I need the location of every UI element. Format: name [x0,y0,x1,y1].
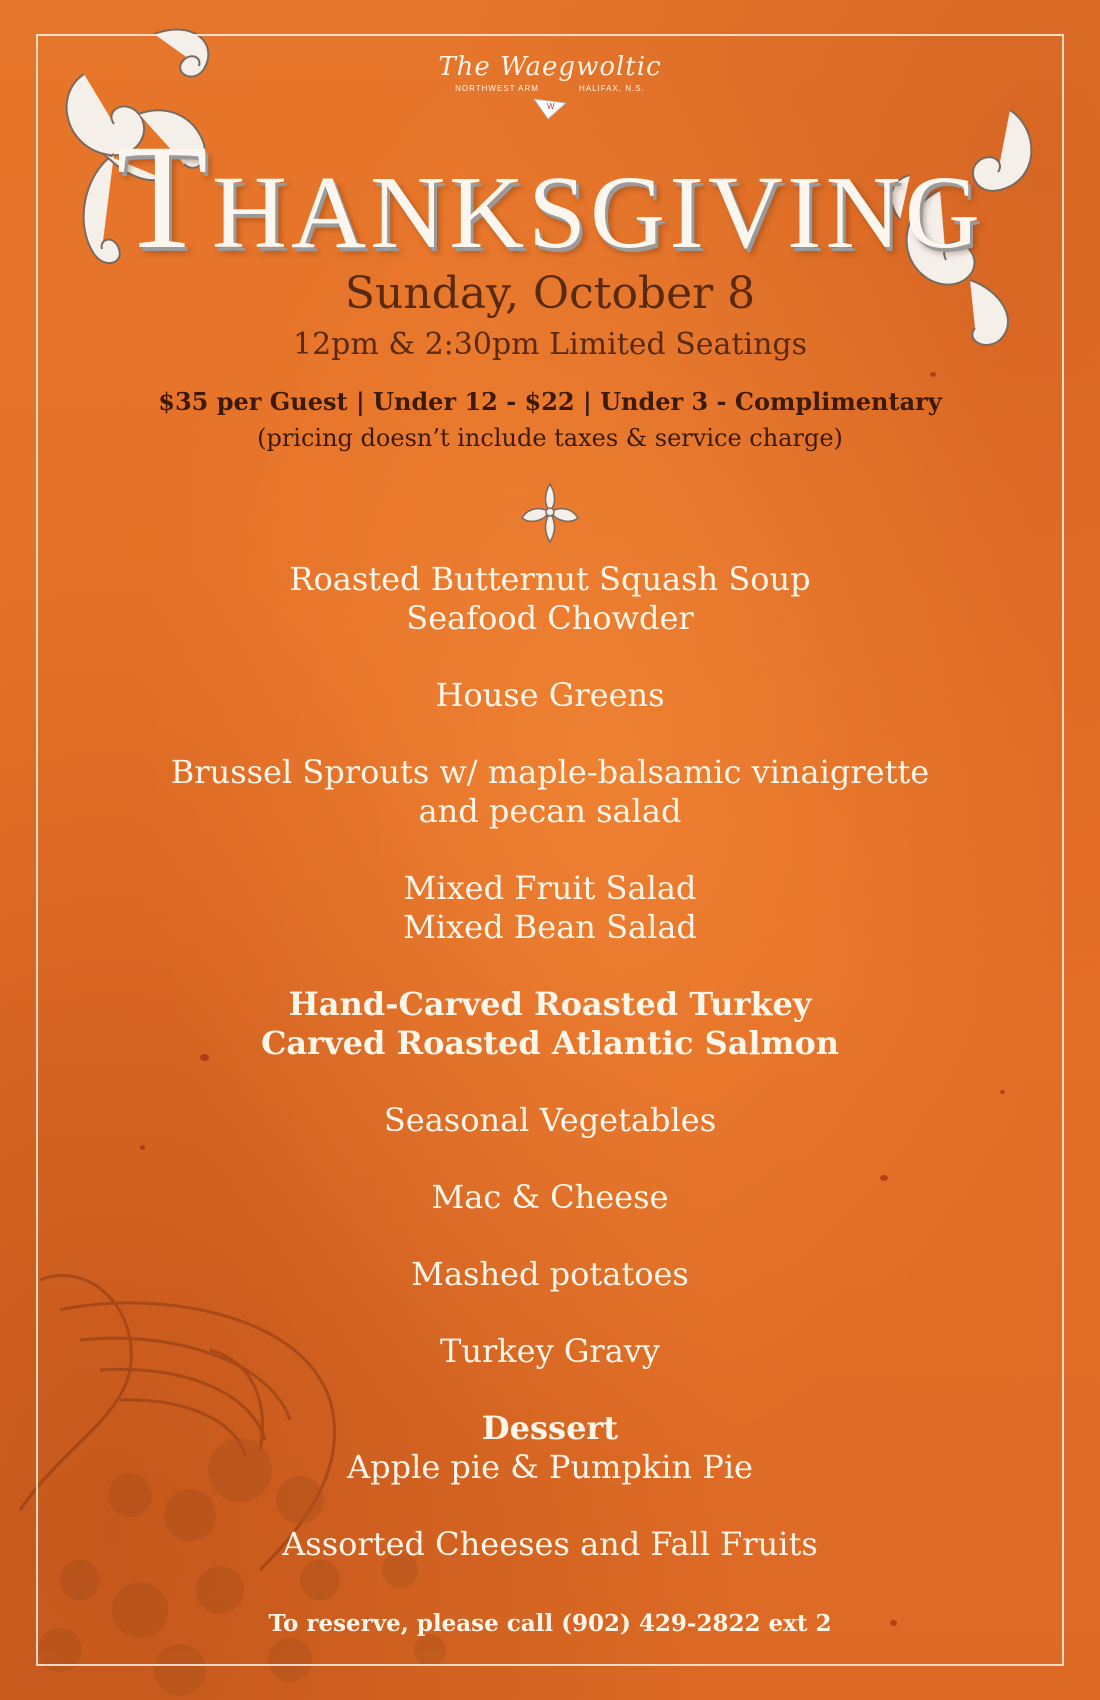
menu-section-heading: Dessert [481,1409,619,1447]
menu-group [0,560,1100,638]
logo-name: The Waegwoltic [438,52,662,82]
menu-item: Assorted Cheeses and Fall Fruits [282,1525,818,1563]
menu-item: Mashed potatoes [411,1255,689,1293]
reservation-info: To reserve, please call (902) 429-2822 ext 2 [268,1610,832,1637]
menu-item: Brussel Sprouts w/ maple-balsamic vinaigrette [170,753,930,791]
pricing-note: (pricing doesn’t include taxes & service charge) [257,424,843,452]
pennant-flag-icon [530,97,570,123]
menu-item: Mixed Bean Salad [403,908,697,946]
logo-flag-letter: W [547,102,555,111]
title-initial: T [116,114,212,280]
event-date: Sunday, October 8 [344,268,756,319]
logo-subtitle [0,84,1100,93]
menu-item: Seafood Chowder [406,599,694,637]
menu-group [0,1255,1100,1294]
menu-item: House Greens [435,676,665,714]
logo-sub-right: HALIFAX, N.S. [578,84,645,93]
pricing-line: $35 per Guest | Under 12 - $22 | Under 3 - Complimentary [158,387,942,416]
menu-group [0,985,1100,1063]
menu-group [0,1409,1100,1487]
menu-group [0,1178,1100,1217]
menu-group [0,1525,1100,1564]
menu-list [0,560,1100,1602]
menu-group [0,869,1100,947]
menu-item: Mixed Fruit Salad [403,869,697,907]
menu-item: Turkey Gravy [440,1332,660,1370]
menu-item: Apple pie & Pumpkin Pie [347,1448,753,1486]
leaf-ornament-icon [518,480,582,546]
seating-times: 12pm & 2:30pm Limited Seatings [292,327,808,362]
title-rest: HANKSGIVING [211,155,984,270]
menu-group [0,676,1100,715]
page-title [0,114,1100,280]
menu-item: Carved Roasted Atlantic Salmon [260,1024,840,1062]
menu-group [0,1101,1100,1140]
menu-item: Seasonal Vegetables [383,1101,717,1139]
menu-item: Hand-Carved Roasted Turkey [288,985,812,1023]
menu-group [0,753,1100,831]
menu-item: Mac & Cheese [431,1178,669,1216]
menu-item: Roasted Butternut Squash Soup [289,560,811,598]
menu-item: and pecan salad [418,792,682,830]
menu-group [0,1332,1100,1371]
logo-sub-left: NORTHWEST ARM [455,84,539,93]
